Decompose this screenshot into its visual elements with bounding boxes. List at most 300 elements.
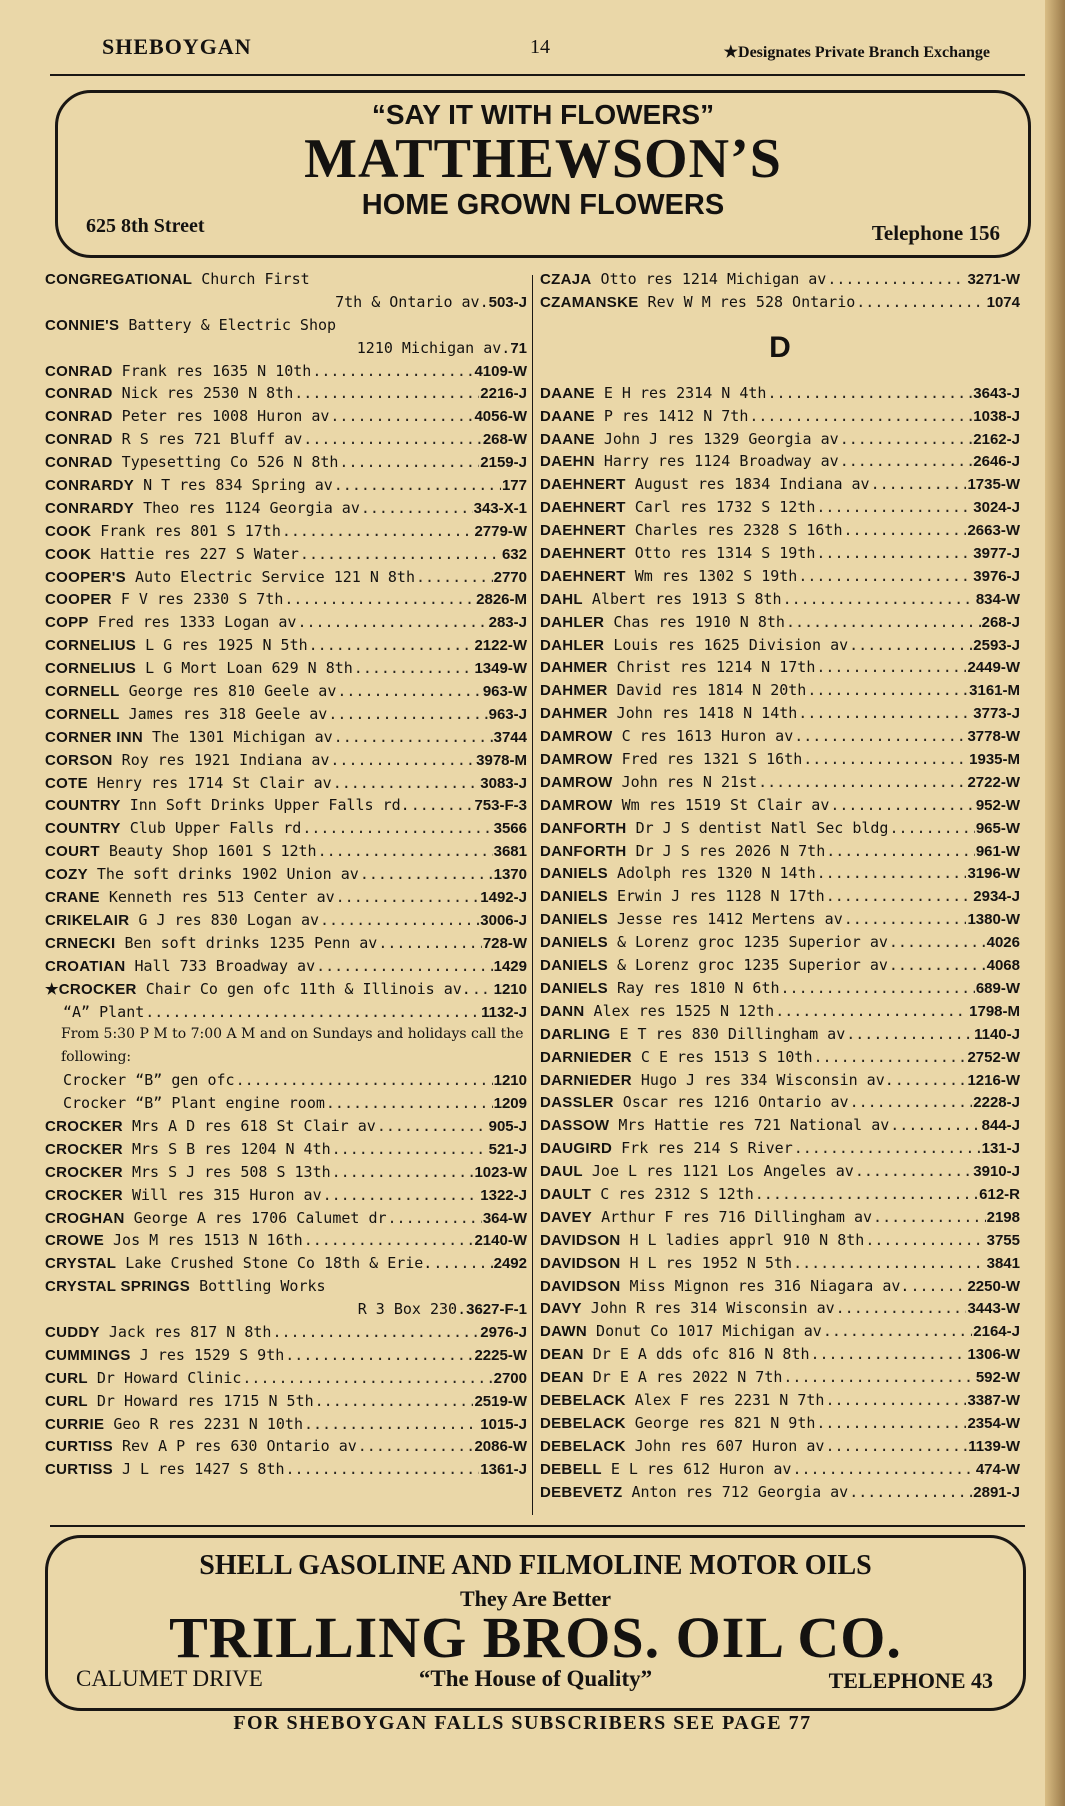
dot-leader	[328, 703, 487, 726]
column-divider	[532, 275, 533, 1515]
entry-phone: 3643-J	[973, 384, 1020, 402]
entry-phone: 2492	[493, 1255, 527, 1273]
listing-entry	[540, 1481, 1020, 1504]
entry-detail: Dr E A res 2022 N 7th	[583, 1368, 783, 1387]
entry-detail: Mrs A D res 618 St Clair av	[122, 1116, 376, 1135]
entry-surname: CONNIE'S	[45, 316, 120, 334]
entry-detail: J L res 1427 S 8th	[112, 1460, 285, 1479]
entry-detail: Kenneth res 513 Center av	[99, 888, 335, 907]
entry-phone: 283-J	[488, 614, 527, 632]
listing-entry	[45, 451, 527, 474]
entry-detail: John R res 314 Wisconsin av	[581, 1299, 835, 1318]
entry-detail: Mrs S B res 1204 N 4th	[122, 1139, 331, 1158]
header-city: SHEBOYGAN	[102, 34, 252, 59]
entry-surname: COZY	[45, 866, 88, 884]
dot-leader	[332, 1161, 474, 1184]
entry-surname: DEBELACK	[540, 1437, 626, 1455]
entry-name	[540, 656, 815, 680]
listing-entry	[45, 1321, 527, 1344]
entry-surname: DEAN	[540, 1369, 584, 1387]
entry-detail: James res 318 Geele av	[119, 704, 328, 723]
entry-surname: COTE	[45, 774, 88, 792]
entry-surname: CROCKER	[45, 1163, 123, 1181]
entry-phone: 2752-W	[967, 1048, 1020, 1066]
entry-surname: CRYSTAL SPRINGS	[45, 1278, 191, 1296]
entry-name	[45, 840, 317, 864]
entry-detail: C res 1613 Huron av	[612, 727, 794, 746]
entry-detail: Miss Mignon res 316 Niagara av.	[620, 1276, 910, 1295]
entry-detail: Peter res 1008 Huron av	[112, 407, 330, 426]
entry-name	[45, 451, 338, 475]
dot-leader	[849, 1481, 972, 1504]
listing-entry	[540, 473, 1020, 496]
entry-name	[540, 450, 839, 474]
entry-surname: CRYSTAL	[45, 1255, 117, 1273]
dot-leader	[339, 451, 479, 474]
dot-leader	[816, 1412, 966, 1435]
entry-surname: CORNELIUS	[45, 660, 137, 678]
header-legend: ★Designates Private Branch Exchange	[723, 44, 990, 61]
listing-entry	[540, 1023, 1020, 1046]
entry-surname: CZAMANSKE	[540, 293, 639, 311]
listing-entry	[540, 405, 1020, 428]
listing-entry	[540, 1046, 1020, 1069]
dot-leader	[388, 1207, 482, 1230]
dot-leader	[816, 656, 966, 679]
listing-group	[45, 1069, 527, 1115]
entry-name	[540, 1389, 824, 1413]
entry-surname: CUDDY	[45, 1324, 100, 1341]
entry-surname: DAHLER	[540, 613, 605, 631]
entry-detail: & Lorenz groc 1235 Superior av	[607, 956, 888, 975]
listing-entry	[45, 1161, 527, 1184]
listing-entry	[540, 748, 1020, 771]
listing-entry	[45, 520, 527, 543]
dot-leader	[360, 863, 493, 886]
entry-phone: 4056-W	[474, 408, 527, 426]
entry-surname: COURT	[45, 843, 100, 861]
dot-leader	[889, 954, 986, 977]
entry-surname: CZAJA	[540, 271, 592, 288]
entry-phone: 905-J	[488, 1117, 527, 1135]
entry-surname: DAMROW	[540, 796, 613, 814]
entry-name	[540, 473, 870, 497]
dot-leader	[312, 360, 473, 383]
entry-detail: 1210 Michigan av.	[356, 338, 511, 357]
listing-entry	[45, 703, 527, 726]
entry-name	[540, 679, 806, 703]
dot-leader	[792, 1458, 974, 1481]
entry-detail: Wm res 1519 St Clair av	[612, 795, 830, 814]
entry-name	[45, 1229, 303, 1253]
entry-detail: F V res 2330 S 7th	[111, 590, 284, 609]
entry-surname: DAVIDSON	[540, 1254, 621, 1272]
listing-entry	[45, 1458, 527, 1481]
entry-name	[540, 771, 757, 795]
dot-leader	[798, 565, 972, 588]
entry-phone: 952-W	[975, 796, 1020, 814]
entry-phone: 2770	[493, 568, 527, 586]
entry-surname: CORNELIUS	[45, 637, 137, 655]
entry-phone: 1216-W	[967, 1071, 1020, 1089]
entry-detail: Arthur F res 716 Dillingham av	[592, 1207, 873, 1226]
entry-surname: DAWN	[540, 1323, 588, 1341]
listing-entry	[540, 382, 1020, 405]
entry-name	[540, 817, 888, 841]
listing-continuation	[45, 337, 527, 360]
entry-surname: DAHMER	[540, 682, 608, 700]
entry-name	[540, 748, 802, 772]
dot-leader	[817, 862, 967, 885]
entry-name	[540, 1320, 822, 1344]
entry-phone: 474-W	[975, 1460, 1020, 1478]
ad-address: 625 8th Street	[86, 215, 205, 237]
entry-detail: Fred res 1333 Logan av	[88, 613, 297, 632]
entry-phone: 4109-W	[474, 362, 527, 380]
entry-surname: DASSLER	[540, 1094, 614, 1112]
dot-leader	[333, 772, 480, 795]
listing-entry	[45, 382, 527, 405]
dot-leader	[285, 1344, 473, 1367]
dot-leader	[826, 840, 975, 863]
dot-leader	[786, 611, 981, 634]
entry-phone: 1140-J	[974, 1025, 1020, 1043]
entry-phone: 1038-J	[973, 407, 1020, 425]
entry-detail: Fred res 1321 S 16th	[612, 750, 803, 769]
entry-surname: CORNELL	[45, 683, 120, 701]
entry-detail: C res 2312 S 12th	[591, 1184, 754, 1203]
listing-entry	[540, 725, 1020, 748]
entry-name	[45, 1390, 314, 1414]
entry-surname: COOK	[45, 545, 92, 563]
dot-leader	[794, 725, 966, 748]
listing-entry	[540, 496, 1020, 519]
dot-leader	[378, 932, 481, 955]
dot-leader	[825, 1389, 966, 1412]
ad-address: CALUMET DRIVE	[76, 1666, 263, 1691]
dot-leader	[361, 497, 473, 520]
listing-group	[540, 268, 1020, 314]
entry-phone: 2198	[986, 1208, 1020, 1226]
entry-name	[540, 1229, 864, 1253]
entry-detail: Louis res 1625 Division av	[604, 635, 849, 654]
dot-leader	[242, 1367, 492, 1390]
listing-entry	[45, 543, 527, 566]
listing-entry	[45, 497, 527, 520]
entry-phone: 1429	[493, 957, 527, 975]
listing-entry	[45, 749, 527, 772]
dot-leader	[472, 978, 493, 1001]
entry-name	[540, 634, 848, 658]
entry-detail: J res 1529 S 9th	[130, 1345, 285, 1364]
listing-entry	[45, 1390, 527, 1413]
entry-phone: 177	[501, 477, 527, 495]
entry-phone: 1210	[493, 1072, 527, 1090]
dot-leader	[332, 1138, 488, 1161]
listing-entry	[540, 771, 1020, 794]
listing-entry	[45, 428, 527, 451]
entry-name	[45, 955, 315, 979]
listing-entry	[45, 680, 527, 703]
dot-leader	[849, 634, 972, 657]
listing-entry	[540, 519, 1020, 542]
entry-detail: Charles res 2328 S 16th	[625, 521, 843, 540]
entry-detail: Carl res 1732 S 12th	[625, 498, 816, 517]
entry-detail: Adolph res 1320 N 14th	[607, 864, 816, 883]
entry-detail: Nick res 2530 N 8th	[112, 384, 294, 403]
entry-name	[540, 1023, 845, 1047]
header-rule	[50, 74, 1025, 76]
entry-surname: DARLING	[540, 1025, 611, 1043]
entry-phone: 3271-W	[967, 271, 1020, 288]
listing-entry	[540, 611, 1020, 634]
dot-leader	[294, 382, 479, 405]
entry-surname: DEAN	[540, 1346, 584, 1364]
entry-detail: H L ladies apprl 910 N 8th	[620, 1230, 865, 1249]
entry-name	[45, 1435, 357, 1459]
entry-name	[540, 840, 825, 864]
entry-detail: Ray res 1810 N 6th	[607, 978, 780, 997]
entry-detail: 7th & Ontario av.	[335, 292, 489, 311]
entry-phone: 3744	[493, 728, 527, 746]
entry-surname: CROCKER	[45, 1117, 123, 1135]
entry-surname: DEBELACK	[540, 1414, 626, 1432]
entry-name	[540, 588, 782, 612]
entry-phone: 2663-W	[967, 522, 1020, 540]
dot-leader	[411, 794, 474, 817]
ad-telephone: TELEPHONE 43	[828, 1668, 993, 1693]
listing-continuation	[45, 291, 527, 314]
entry-detail: Church First	[192, 270, 310, 288]
listing-entry	[540, 1114, 1020, 1137]
entry-surname: CONRAD	[45, 408, 113, 426]
listing-entry	[540, 885, 1020, 908]
entry-detail: Mrs Hattie res 721 National av	[609, 1116, 890, 1135]
entry-name	[45, 794, 410, 818]
entry-surname: DANIELS	[540, 934, 608, 952]
entry-name	[540, 542, 815, 566]
entry-phone: 2519-W	[474, 1392, 527, 1410]
dot-leader	[303, 428, 482, 451]
entry-detail: L G res 1925 N 5th	[136, 636, 308, 655]
entry-surname: DAEHNERT	[540, 476, 626, 494]
entry-name	[45, 1413, 303, 1437]
entry-surname: CROCKER	[45, 1140, 123, 1158]
ad-slogan: They Are Better	[459, 1586, 612, 1611]
entry-name	[45, 428, 302, 452]
entry-name	[540, 1366, 782, 1390]
dot-leader	[855, 1160, 972, 1183]
entry-name	[45, 520, 281, 544]
entry-name	[540, 1137, 793, 1161]
listing-continuation	[45, 1298, 527, 1321]
dot-leader	[807, 679, 968, 702]
listing-entry	[540, 862, 1020, 885]
entry-name	[45, 817, 301, 841]
entry-detail: Hall 733 Broadway av	[125, 956, 316, 975]
entry-detail: The 1301 Michigan av	[143, 727, 333, 746]
entry-name	[45, 1252, 432, 1276]
entry-surname: DAVEY	[540, 1208, 593, 1226]
entry-surname: DAULT	[540, 1185, 592, 1203]
listing-entry	[45, 405, 527, 428]
entry-phone: 689-W	[975, 979, 1020, 997]
entry-detail: & Lorenz groc 1235 Superior av	[607, 933, 888, 952]
listing-entry	[540, 1000, 1020, 1023]
listing-entry	[45, 1184, 527, 1207]
entry-phone: 844-J	[981, 1117, 1020, 1135]
dot-leader	[309, 634, 474, 657]
entry-detail: Rev A P res 630 Ontario av	[112, 1437, 357, 1456]
entry-phone: 2250-W	[967, 1277, 1020, 1295]
entry-surname: CONRAD	[45, 454, 113, 472]
dot-leader	[825, 1435, 967, 1458]
entry-phone: 1735-W	[967, 476, 1020, 494]
listing-entry	[45, 1275, 527, 1298]
entry-name	[540, 291, 855, 315]
dot-leader	[282, 520, 474, 543]
listing-entry	[540, 1343, 1020, 1366]
entry-phone: 1210	[493, 980, 527, 998]
dot-leader	[767, 382, 972, 405]
entry-name	[540, 725, 793, 749]
dot-leader	[836, 1297, 967, 1320]
listing-entry	[45, 1413, 527, 1436]
listing-entry	[45, 314, 527, 337]
listing-entry	[45, 863, 527, 886]
listing-group	[45, 360, 527, 1001]
listing-entry	[45, 566, 527, 589]
entry-surname: DAUL	[540, 1163, 583, 1181]
entry-detail: Henry res 1714 St Clair av	[87, 773, 332, 792]
dot-leader	[304, 1413, 479, 1436]
dot-leader	[302, 817, 492, 840]
entry-detail: R S res 721 Bluff av	[112, 430, 303, 449]
entry-phone: 3196-W	[967, 865, 1020, 883]
entry-surname: DAMROW	[540, 751, 613, 769]
listing-entry	[540, 1229, 1020, 1252]
listing-entry	[540, 1389, 1020, 1412]
entry-name	[540, 1435, 824, 1459]
entry-surname: CONRAD	[45, 385, 113, 403]
entry-name	[45, 474, 333, 498]
entry-phone: 1015-J	[480, 1415, 527, 1433]
entry-detail: Geo R res 2231 N 10th	[104, 1414, 303, 1433]
dot-leader	[300, 543, 501, 566]
dot-leader	[297, 611, 487, 634]
entry-detail: C E res 1513 S 10th	[631, 1047, 813, 1066]
entry-detail: Otto res 1214 Michigan av	[591, 270, 827, 288]
entry-name	[540, 1458, 791, 1482]
entry-phone: 963-W	[482, 683, 527, 701]
ad-business-name: MATTHEWSON’S	[304, 128, 782, 190]
dot-leader	[865, 1229, 985, 1252]
dot-leader	[830, 794, 974, 817]
listing-entry	[45, 726, 527, 749]
entry-phone: 1322-J	[480, 1186, 527, 1204]
entry-phone: 1361-J	[480, 1461, 527, 1479]
entry-surname: DAANE	[540, 407, 595, 425]
listing-entry	[540, 428, 1020, 451]
entry-detail: Typesetting Co 526 N 8th	[112, 453, 339, 472]
entry-surname: DAANE	[540, 384, 595, 402]
entry-name	[540, 611, 785, 635]
dot-leader	[794, 1137, 981, 1160]
entry-name	[45, 909, 319, 933]
entry-surname: CONRAD	[45, 362, 113, 380]
entry-phone: 612-R	[979, 1185, 1020, 1203]
listing-entry	[45, 268, 527, 291]
entry-phone: 3006-J	[480, 911, 527, 929]
page-edge-shadow	[1045, 0, 1065, 1806]
entry-name	[45, 1184, 322, 1208]
page-header	[100, 32, 990, 64]
entry-phone: 3976-J	[973, 567, 1020, 585]
entry-phone: 2159-J	[480, 454, 527, 472]
entry-phone: 3161-M	[969, 682, 1020, 700]
dot-leader	[337, 680, 481, 703]
entry-phone: 503-J	[488, 293, 527, 311]
entry-surname: DAEHNERT	[540, 522, 626, 540]
listing-entry	[45, 1001, 527, 1024]
entry-surname: DAEHN	[540, 453, 595, 471]
dot-leader	[775, 1000, 968, 1023]
entry-surname: CURRIE	[45, 1415, 105, 1433]
ad-motto: “The House of Quality”	[418, 1666, 653, 1691]
entry-surname: COOPER	[45, 591, 112, 609]
entry-name	[45, 703, 327, 727]
entry-name	[540, 1343, 809, 1367]
entry-phone: 3083-J	[480, 774, 527, 792]
dot-leader	[803, 748, 968, 771]
entry-phone: 3841	[986, 1254, 1020, 1272]
entry-surname: DANIELS	[540, 865, 608, 883]
entry-detail: Alex res 1525 N 12th	[584, 1001, 775, 1020]
dot-leader	[873, 1206, 986, 1229]
entry-detail: E H res 2314 N 4th	[594, 383, 767, 402]
dot-leader	[840, 450, 973, 473]
entry-phone: 2700	[493, 1369, 527, 1387]
entry-surname: DANIELS	[540, 888, 608, 906]
dot-leader	[433, 1252, 492, 1275]
dot-leader	[889, 931, 986, 954]
entry-surname: COUNTRY	[45, 820, 121, 838]
listing-entry	[45, 840, 527, 863]
entry-detail: Crocker “B” Plant engine room	[63, 1094, 325, 1113]
entry-phone: 592-W	[975, 1369, 1020, 1387]
entry-detail: George res 810 Geele av	[119, 682, 337, 701]
entry-detail: Dr J S dentist Natl Sec bldg	[626, 818, 889, 837]
entry-surname: DAHMER	[540, 659, 608, 677]
entry-surname: DANIELS	[540, 979, 608, 997]
listing-entry	[45, 817, 527, 840]
entry-detail: Frank res 801 S 17th	[91, 521, 281, 540]
listing-entry	[45, 1252, 527, 1275]
entry-surname: DAEHNERT	[540, 567, 626, 585]
entry-name	[540, 977, 780, 1001]
listing-entry	[540, 1366, 1020, 1389]
dot-leader	[323, 1184, 480, 1207]
entry-surname: DANIELS	[540, 911, 608, 929]
entry-name	[540, 1046, 813, 1070]
entry-detail: Dr E A dds ofc 816 N 8th	[583, 1345, 810, 1364]
entry-phone: 3681	[493, 843, 527, 861]
entry-detail: Chair Co gen ofc 11th & Illinois av.	[136, 979, 471, 998]
entry-name	[45, 1161, 331, 1185]
listing-entry	[45, 1344, 527, 1367]
entry-phone: 1132-J	[481, 1003, 527, 1021]
ad-telephone: Telephone 156	[871, 221, 1000, 245]
